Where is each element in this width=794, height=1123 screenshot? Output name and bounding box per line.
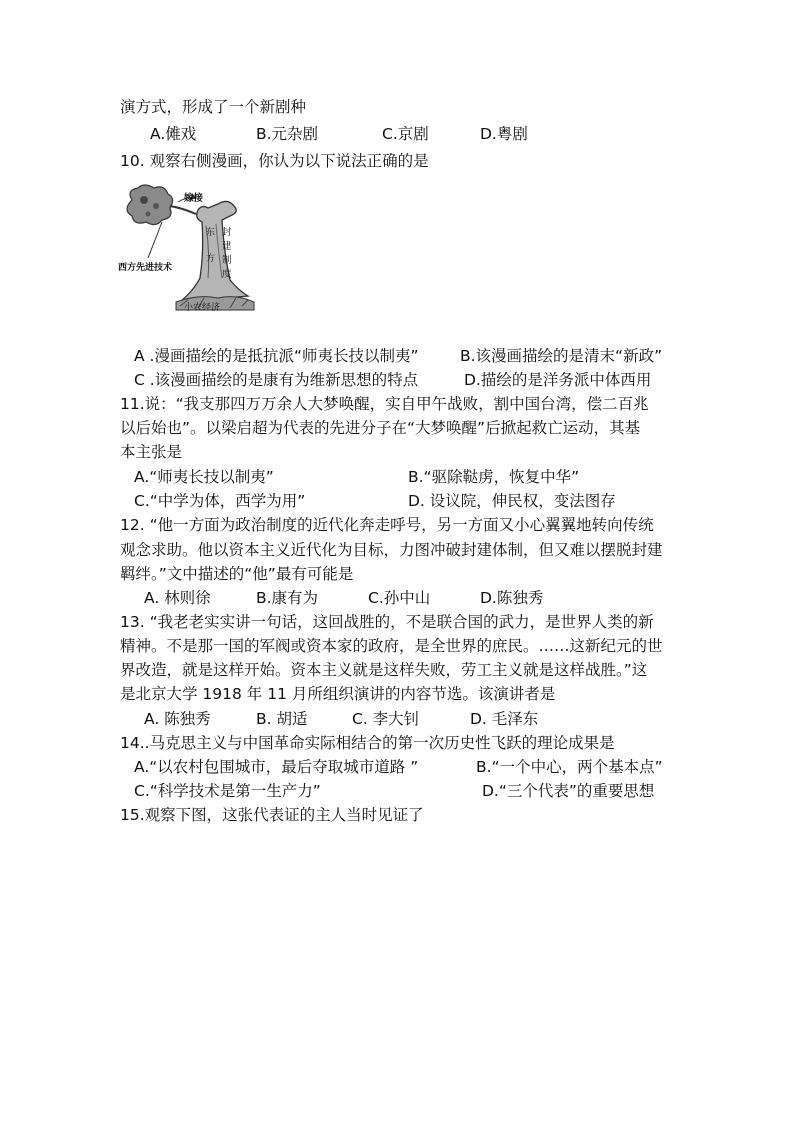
q13-option-d: D. 毛泽东 (470, 710, 539, 728)
q14-stem: 14..马克思主义与中国革命实际相结合的第一次历史性飞跃的理论成果是 (120, 734, 615, 752)
cartoon-label-trunk: 封建制度 (222, 227, 232, 280)
q9-stem-tail: 演方式，形成了一个新剧种 (120, 98, 307, 116)
q11-option-a: A.“师夷长技以制夷” (134, 468, 274, 486)
q12-stem-line3: 羁绊。”文中描述的“他”最有可能是 (120, 565, 354, 583)
cartoon-label-graft: 嫁接 (184, 193, 204, 204)
cartoon-label-east: 东方 (206, 228, 216, 264)
q10-option-d: D.描绘的是洋务派中体西用 (464, 371, 652, 389)
q11-stem-line2: 以后始也”。以梁启超为代表的先进分子在“大梦唤醒”后掀起救亡运动，其基 (120, 419, 641, 437)
cartoon-label-west: 西方先进技术 (118, 263, 173, 273)
q13-option-b: B. 胡适 (256, 710, 308, 728)
q10-cartoon (118, 182, 263, 314)
q9-option-a: A.傩戏 (150, 125, 197, 143)
q11-stem-line3: 本主张是 (120, 443, 183, 461)
q14-option-b: B.“一个中心，两个基本点” (476, 758, 663, 776)
q11-option-d: D. 设议院，伸民权，变法图存 (408, 492, 616, 510)
q11-option-b: B.“驱除鞑虏，恢复中华” (408, 468, 580, 486)
q9-option-d: D.粤剧 (480, 125, 528, 143)
q9-option-b: B.元杂剧 (256, 125, 319, 143)
q10-option-a: A .漫画描绘的是抵抗派“师夷长技以制夷” (134, 347, 419, 365)
q14-option-a: A.“以农村包围城市，最后夺取城市道路 ” (134, 758, 419, 776)
q13-option-a: A. 陈独秀 (144, 710, 211, 728)
q15-stem: 15.观察下图，这张代表证的主人当时见证了 (120, 806, 424, 824)
q13-stem-line4: 是北京大学 1918 年 11 月所组织演讲的内容节选。该演讲者是 (120, 685, 556, 703)
q13-stem-line3: 界改造，就是这样开始。资本主义就是这样失败，劳工主义就是这样战胜。”这 (120, 661, 648, 679)
q11-stem-line1: 11.说：“我支那四万万余人大梦唤醒，实自甲午战败，割中国台湾，偿二百兆 (120, 395, 649, 413)
q9-option-c: C.京剧 (382, 125, 429, 143)
q12-stem-line1: 12. “他一方面为政治制度的近代化奔走呼号，另一方面又小心翼翼地转向传统 (120, 516, 654, 534)
q13-option-c: C. 李大钊 (352, 710, 420, 728)
q14-option-d: D.“三个代表”的重要思想 (482, 782, 655, 800)
q10-option-c: C .该漫画描绘的是康有为维新思想的特点 (134, 371, 419, 389)
q12-option-a: A. 林则徐 (144, 589, 211, 607)
q13-stem-line1: 13. “我老老实实讲一句话，这回战胜的，不是联合国的武力，是世界人类的新 (120, 613, 654, 631)
cartoon-label-root: 小农经济 (184, 303, 221, 313)
q12-option-d: D.陈独秀 (480, 589, 544, 607)
q12-stem-line2: 观念求助。他以资本主义近代化为目标，力图冲破封建体制，但又难以摆脱封建 (120, 541, 663, 559)
q14-option-c: C.“科学技术是第一生产力” (134, 782, 321, 800)
q13-stem-line2: 精神。不是那一国的军阀或资本家的政府，是全世界的庶民。……这新纪元的世 (120, 637, 663, 655)
q12-option-b: B.康有为 (256, 589, 319, 607)
q10-stem: 10. 观察右侧漫画，你认为以下说法正确的是 (120, 152, 429, 170)
q11-option-c: C.“中学为体，西学为用” (134, 492, 306, 510)
q12-option-c: C.孙中山 (368, 589, 431, 607)
q10-option-b: B.该漫画描绘的是清末“新政” (460, 347, 663, 365)
